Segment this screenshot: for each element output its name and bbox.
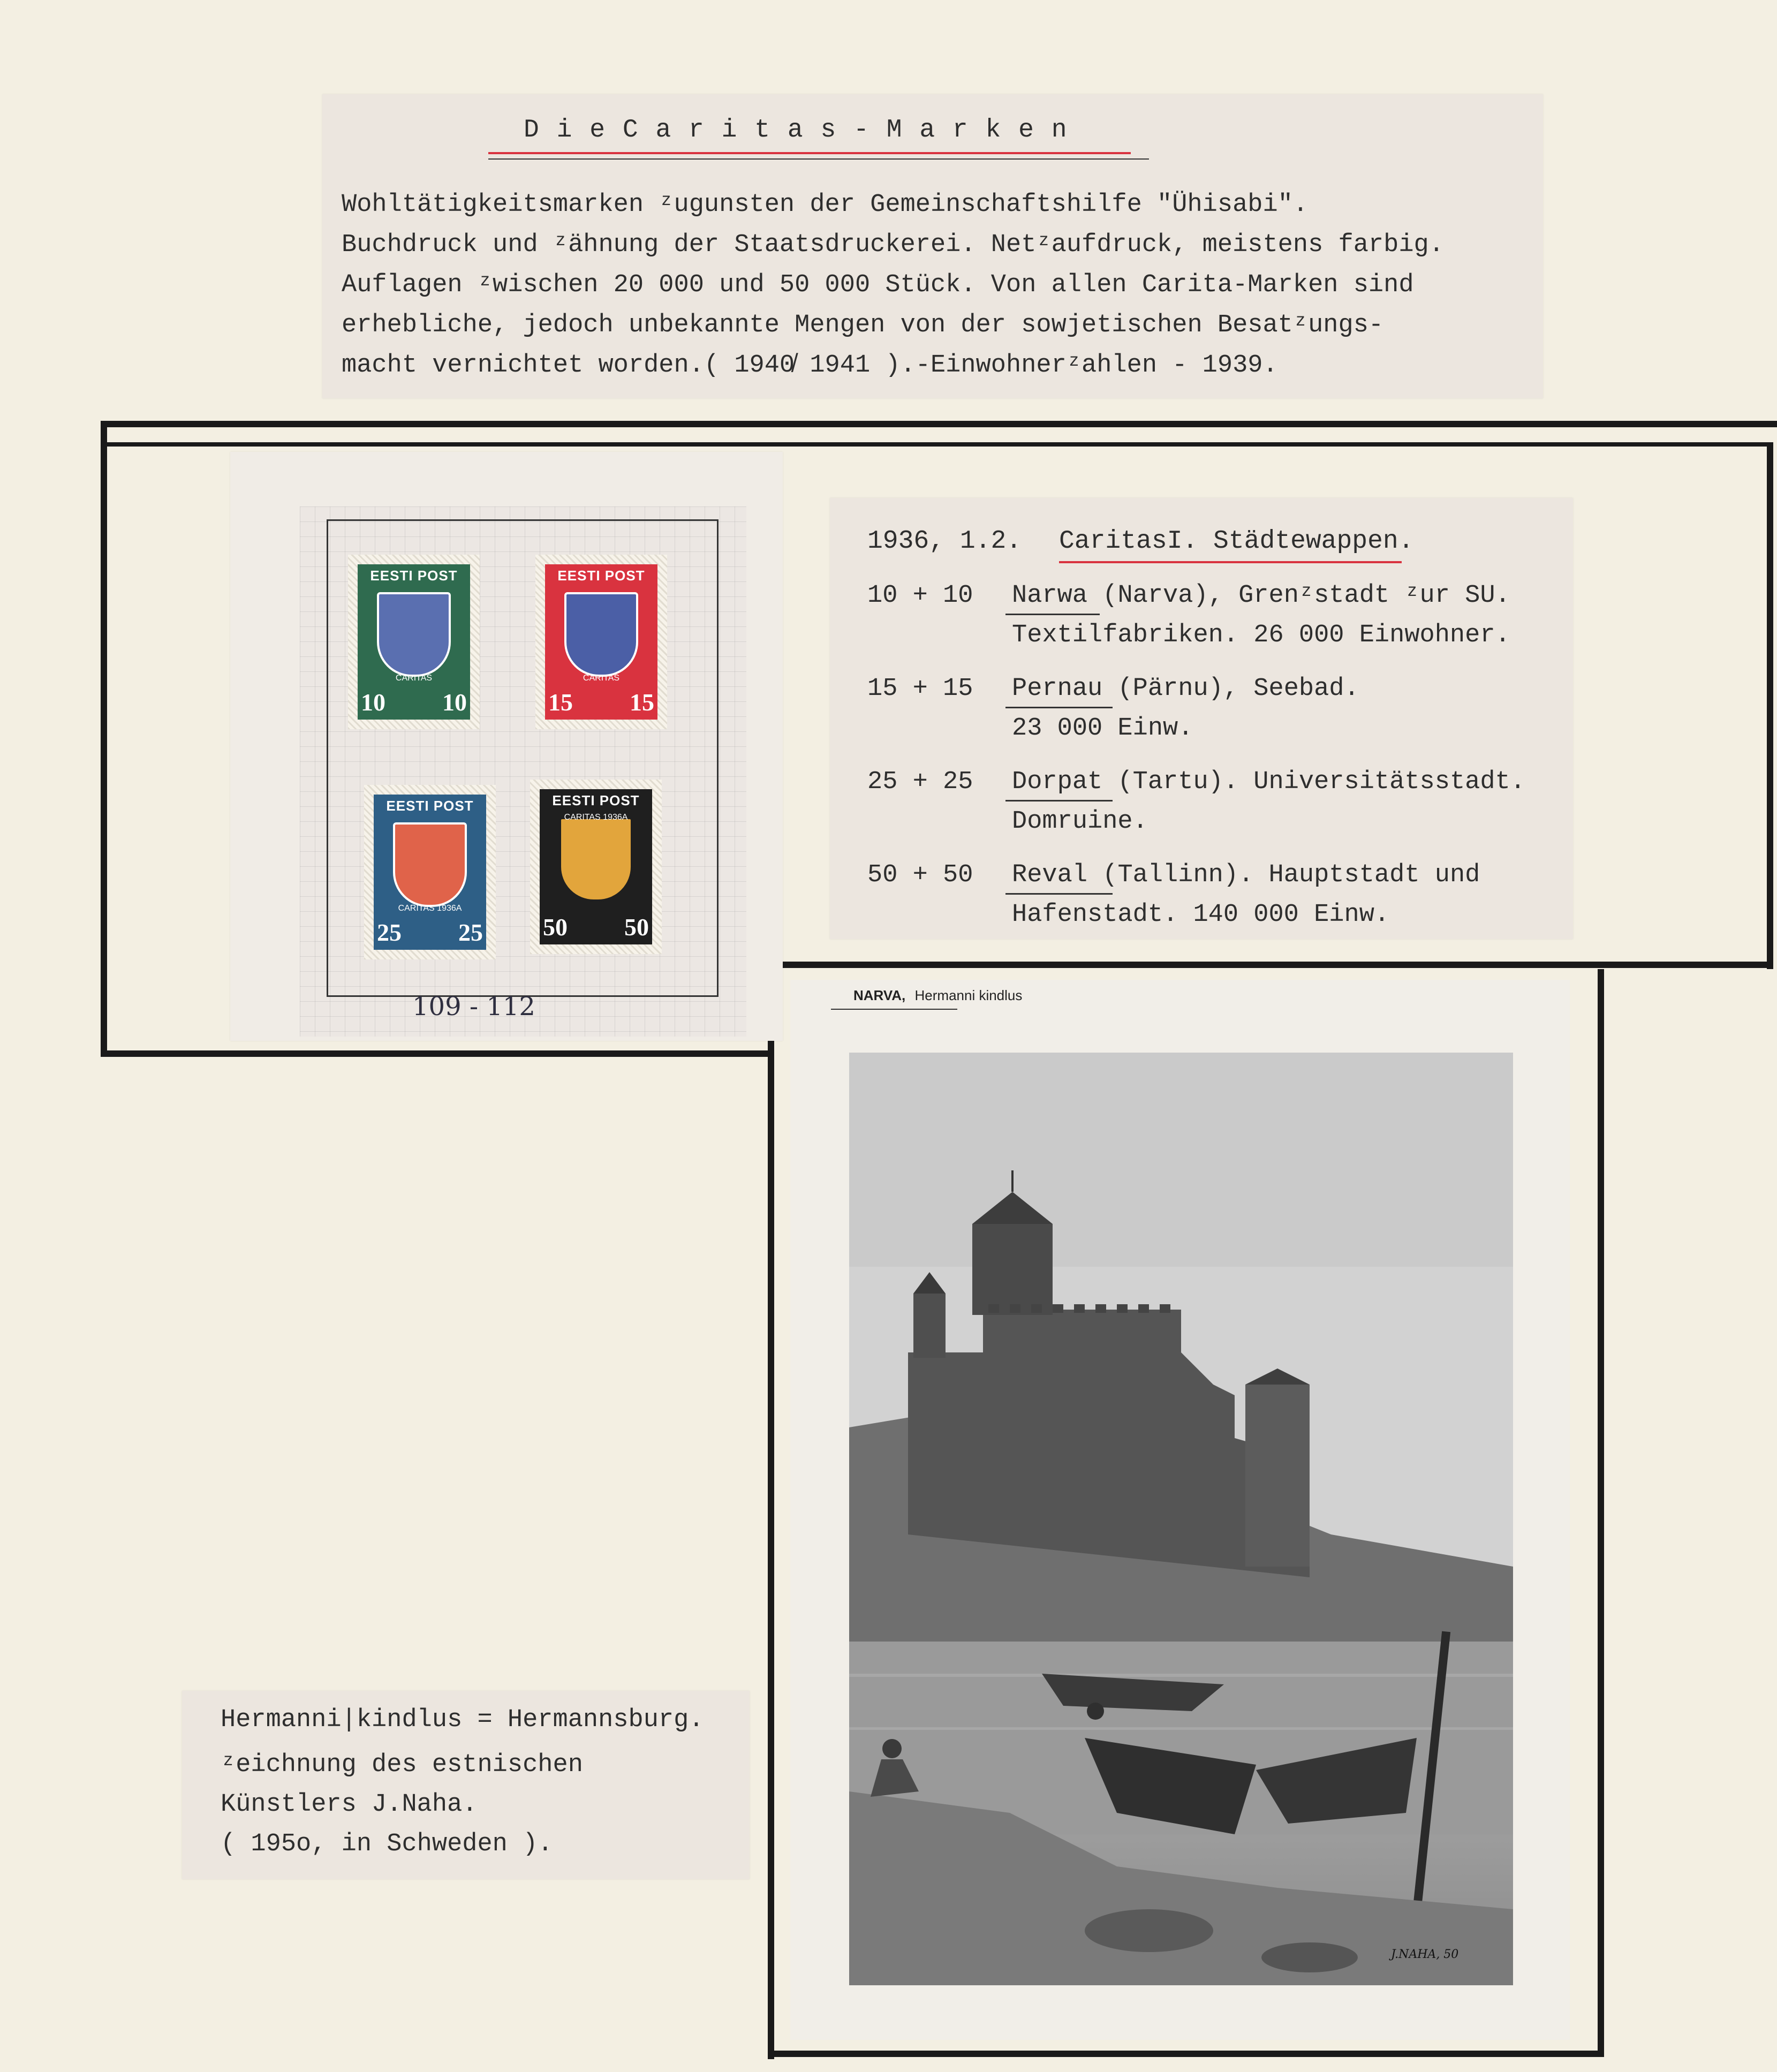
entry-2-line2: 23 000 Einw. xyxy=(1012,714,1193,743)
header-line-1: Wohltätigkeitsmarken ᶻugunsten der Gemeinschaftshilfe "Ühisabi". xyxy=(342,191,1309,219)
issue-card xyxy=(830,498,1573,939)
entry-2-city-underline xyxy=(1005,707,1113,708)
stamp-10-caritas: CARITAS xyxy=(395,674,433,683)
frame-bottom-left xyxy=(101,1050,774,1057)
stamp-25-header: EESTI POST xyxy=(386,798,474,814)
stamp-15-caritas: CARITAS xyxy=(583,674,620,683)
frame-right-line xyxy=(1767,442,1773,969)
entry-3-value: 25 + 25 xyxy=(867,768,973,796)
stamp-25-caritas: CARITAS 1936A xyxy=(398,904,462,913)
stamp-sheet xyxy=(300,506,746,1037)
stamp-50-frame xyxy=(540,789,652,944)
frame-inner-top xyxy=(107,442,1772,447)
stamp-15-shield xyxy=(564,592,638,677)
header-line-4: erhebliche, jedoch unbekannte Mengen von der sowjetischen Besatᶻungs- xyxy=(342,311,1384,339)
entry-1-rest: (Narva), Grenᶻstadt ᶻur SU. xyxy=(1087,581,1510,610)
stamp-15 xyxy=(535,555,667,729)
stamp-15-header: EESTI POST xyxy=(557,568,645,584)
catalog-numbers: 109 - 112 xyxy=(412,992,535,1022)
entry-4-value: 50 + 50 xyxy=(867,861,973,889)
stamp-15-value-left: 15 xyxy=(548,689,573,716)
frame-postcard-left xyxy=(768,962,774,2059)
entry-4-line1 xyxy=(1012,861,1480,889)
stamp-10-frame xyxy=(358,564,470,720)
header-line-3: Auflagen ᶻwischen 20 000 und 50 000 Stück. Von allen Carita-Marken sind xyxy=(342,271,1414,299)
entry-1-value: 10 + 10 xyxy=(867,581,973,610)
note-line-3: Künstlers J.Naha. xyxy=(221,1790,478,1819)
entry-1-city-underline xyxy=(1005,614,1100,615)
note-line-1: Hermanni|kindlus = Hermannsburg. xyxy=(221,1706,704,1734)
stamp-10-value-right: 10 xyxy=(442,689,467,716)
entry-1-line1 xyxy=(1012,581,1510,610)
stamp-25-value-right: 25 xyxy=(458,919,483,946)
stamp-50-value-right: 50 xyxy=(624,913,649,941)
header-line-5: macht vernichtet worden.( 1940̸ 1941 ).-Einwohnerᶻahlen - 1939. xyxy=(342,351,1278,380)
stamp-50-value-left: 50 xyxy=(543,913,568,941)
entry-4-city-underline xyxy=(1005,893,1113,895)
entry-1-city: Narwa xyxy=(1012,581,1088,610)
entry-3-line2: Domruine. xyxy=(1012,807,1148,836)
castle-illustration xyxy=(849,1053,1513,1985)
stamp-15-value-right: 15 xyxy=(630,689,654,716)
frame-top-line xyxy=(101,421,1777,427)
stamp-25-value-left: 25 xyxy=(377,919,402,946)
stamp-50-shield xyxy=(559,817,633,902)
stamp-10-header: EESTI POST xyxy=(370,568,458,584)
entry-2-value: 15 + 15 xyxy=(867,675,973,703)
header-card xyxy=(322,94,1543,398)
entry-2-line1 xyxy=(1012,675,1359,703)
entry-3-city: Dorpat xyxy=(1012,768,1103,796)
frame-left-line xyxy=(101,421,107,1057)
stamp-25 xyxy=(364,785,496,959)
stamp-25-shield xyxy=(393,822,467,907)
stamp-10 xyxy=(348,555,480,729)
stamp-50 xyxy=(530,780,662,954)
stamp-50-caritas: CARITAS 1936A xyxy=(564,813,628,822)
stamp-10-value-left: 10 xyxy=(361,689,385,716)
entry-4-line2: Hafenstadt. 140 000 Einw. xyxy=(1012,901,1390,929)
entry-4-rest: (Tallinn). Hauptstadt und xyxy=(1087,861,1480,889)
entry-3-rest: (Tartu). Universitätsstadt. xyxy=(1102,768,1525,796)
postcard-caption-title: Hermanni kindlus xyxy=(914,987,1023,1003)
note-line-4: ( 195o, in Schweden ). xyxy=(221,1830,553,1858)
header-title: D i e C a r i t a s - M a r k e n xyxy=(524,116,1068,145)
stamp-15-frame xyxy=(545,564,657,720)
frame-postcard-bottom xyxy=(768,2051,1604,2057)
stamp-50-header: EESTI POST xyxy=(552,792,640,808)
issue-date: 1936, 1.2. xyxy=(867,527,1022,556)
entry-2-rest: (Pärnu), Seebad. xyxy=(1102,675,1359,703)
header-title-underline-black xyxy=(488,158,1149,160)
entry-3-city-underline xyxy=(1005,800,1113,801)
note-line-2: ᶻeichnung des estnischen xyxy=(221,1751,583,1779)
header-line-2: Buchdruck und ᶻähnung der Staatsdruckerei. Netᶻaufdruck, meistens farbig. xyxy=(342,231,1444,259)
frame-postcard-right xyxy=(1598,969,1604,2056)
artist-signature: J.NAHA, 50 xyxy=(1391,1948,1459,1961)
postcard-caption-underline xyxy=(831,1009,957,1010)
castle-drawing xyxy=(849,1053,1513,1985)
stamp-25-frame xyxy=(374,795,486,950)
postcard xyxy=(790,980,1570,2040)
frame-mid-line xyxy=(768,962,1773,968)
entry-4-city: Reval xyxy=(1012,861,1088,889)
entry-1-line2: Textilfabriken. 26 000 Einwohner. xyxy=(1012,621,1510,649)
postcard-caption xyxy=(853,987,1022,1004)
issue-name-underline xyxy=(1059,561,1402,563)
issue-name: CaritasI. Städtewappen. xyxy=(1059,527,1414,556)
entry-3-line1 xyxy=(1012,768,1525,796)
header-title-underline xyxy=(488,152,1131,154)
entry-2-city: Pernau xyxy=(1012,675,1103,703)
note-card xyxy=(182,1691,750,1879)
postcard-caption-place: NARVA, xyxy=(853,987,906,1003)
stamp-10-shield xyxy=(377,592,451,677)
